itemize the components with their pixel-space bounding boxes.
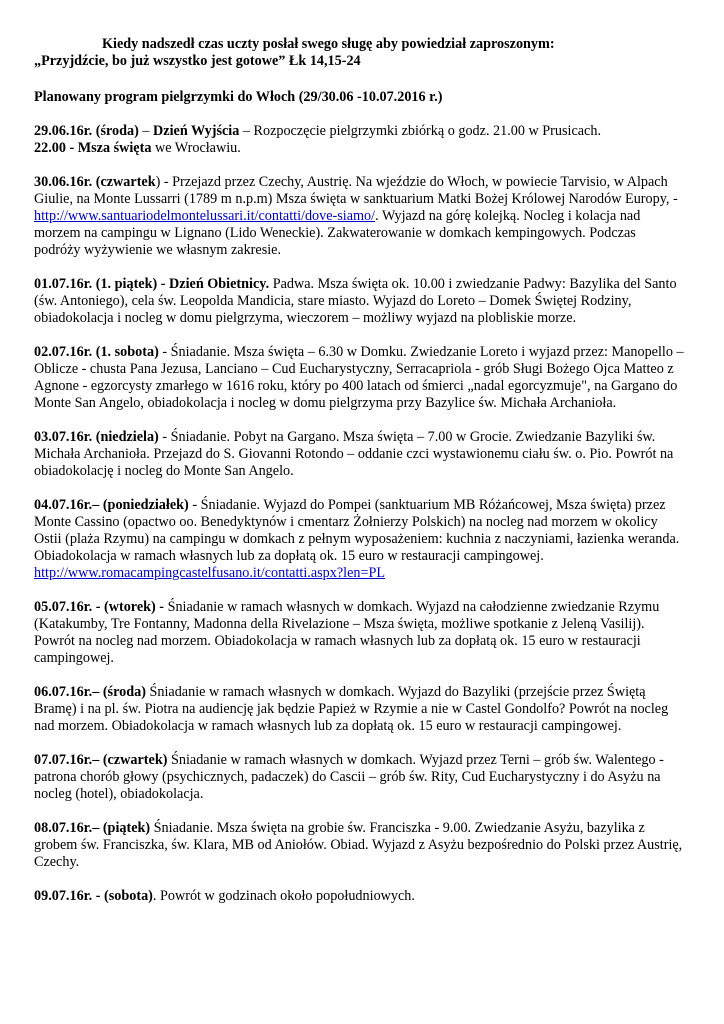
- day-date: 07.07.16r.– (czwartek): [34, 752, 168, 768]
- day-entry: [34, 820, 684, 871]
- day-entry: [34, 599, 684, 667]
- day-date: 09.07.16r. - (sobota): [34, 888, 153, 904]
- day-name: Dzień Wyjścia: [153, 123, 240, 139]
- mass-time: 22.00 - Msza święta: [34, 140, 152, 156]
- day-text: - Śniadanie. Pobyt na Gargano. Msza święta – 7.00 w Grocie. Zwiedzanie Bazyliki św. Michała Archanioła. Przejazd do S. Giovanni Rotondo – oddanie czci wystawionemu ciału św. o. Pio. Powrót na obiadokolację i nocleg do Monte San Angelo.: [34, 429, 674, 479]
- day-date: 02.07.16r. (1. sobota): [34, 344, 159, 360]
- day-date: 30.06.16r. (czwartek: [34, 174, 156, 190]
- header-line-2: „Przyjdźcie, bo już wszystko jest gotowe” Łk 14,15-24: [34, 53, 361, 69]
- plan-title: Planowany program pielgrzymki do Włoch (29/30.06 -10.07.2016 r.): [34, 89, 443, 105]
- day-date: 04.07.16r.– (poniedziałek): [34, 497, 189, 513]
- day-text-after: . Wyjazd na górę kolejką. Nocleg i kolacja nad morzem na campingu w Lignano (Lido Weneckie). Zakwaterowanie w domkach kempingowych. Podczas podróży wyżywienie we własnym zakresie.: [34, 208, 641, 258]
- day-text: Padwa. Msza święta ok. 10.00 i zwiedzanie Padwy: Bazylika del Santo (św. Antoniego), cela św. Leopolda Mandicia, stare miasto. Wyjazd do Loreto – Domek Świętej Rodziny, obiadokolacja i nocleg w domu pielgrzyma, wieczorem – możliwy wyjazd na plobliskie morze.: [34, 276, 677, 326]
- header-line-1: Kiedy nadszedł czas uczty posłał swego sługę aby powiedział zaproszonym:: [102, 36, 555, 52]
- day-entry: [34, 123, 684, 157]
- day-separator: –: [138, 123, 154, 139]
- day-text: Śniadanie w ramach własnych w domkach. Wyjazd na całodzienne zwiedzanie Rzymu (Katakumby, Tre Fontanny, Madonna della Rivelazione – Msza święta, możliwe spotkanie z Jeleną Vasilij). Powrót na nocleg nad morzem. Obiadokolacja w ramach własnych lub za dopłatą ok. 15 euro w restauracji campingowej.: [34, 599, 660, 666]
- day-text: . Powrót w godzinach około popołudniowych.: [152, 888, 415, 904]
- day-text: Śniadanie w ramach własnych w domkach. Wyjazd przez Terni – grób św. Walentego - patrona chorób głowy (psychicznych, padaczek) do Cascii – grób św. Rity, Cud Eucharystyczny i do Asyżu na nocleg (hotel), obiadokolacja.: [34, 752, 664, 802]
- day-date: 05.07.16r. - (wtorek) -: [34, 599, 165, 615]
- header-quote: [34, 36, 684, 70]
- day-text: Śniadanie. Msza święta na grobie św. Franciszka - 9.00. Zwiedzanie Asyżu, bazylika z grobem św. Franciszka, św. Klara, MB od Aniołów. Obiad. Wyjazd z Asyżu bezpośrednio do Polski przez Austrię, Czechy.: [34, 820, 683, 870]
- day-date: 08.07.16r.– (piątek): [34, 820, 151, 836]
- day-entry: [34, 344, 684, 412]
- day-date: 29.06.16r. (środa): [34, 123, 139, 139]
- day-date: 01.07.16r. (1. piątek) - Dzień Obietnicy.: [34, 276, 270, 292]
- day-entry: [34, 752, 684, 803]
- day-entry: [34, 429, 684, 480]
- day-date: 06.07.16r.– (środa): [34, 684, 146, 700]
- camping-link[interactable]: http://www.romacampingcastelfusano.it/contatti.aspx?len=PL: [34, 565, 386, 581]
- sanctuary-link[interactable]: http://www.santuariodelmontelussari.it/contatti/dove-siamo/: [34, 208, 376, 224]
- day-text: – Rozpoczęcie pielgrzymki zbiórką o godz. 21.00 w Prusicach.: [239, 123, 601, 139]
- day-date: 03.07.16r. (niedziela): [34, 429, 159, 445]
- day-text: - Śniadanie. Wyjazd do Pompei (sanktuarium MB Różańcowej, Msza święta) przez Monte Cassino (opactwo oo. Benedyktynów i cmentarz Żołnierzy Polskich) na nocleg nad morzem w okolicy Ostii (plaża Rzymu) na campingu w domkach z pełnym wyposażeniem: kuchnia z naczyniami, łazienka weranda. Obiadokolacja w ramach własnych lub za dopłatą ok. 15 euro w restauracji campingowej.: [34, 497, 680, 564]
- day-entry: [34, 684, 684, 735]
- day-entry: [34, 888, 684, 905]
- day-entry: [34, 497, 684, 582]
- day-entry: [34, 174, 684, 259]
- mass-place: we Wrocławiu.: [151, 140, 241, 156]
- day-text: - Śniadanie. Msza święta – 6.30 w Domku. Zwiedzanie Loreto i wyjazd przez: Manopello – Oblicze - chusta Pana Jezusa, Lanciano – Cud Eucharystyczny, Serracapriola - grób Sługi Bożego Ojca Matteo z Agnone - egzorcysty zmarłego w 1616 roku, który po 400 latach od śmierci „nadal egorcyzmuje", na Gargano do Monte San Angelo, obiadokolacja i nocleg w domu pielgrzyma przy Bazylice św. Michała Archanioła.: [34, 344, 684, 411]
- day-text: ) - Przejazd przez Czechy, Austrię. Na wjeździe do Włoch, w powiecie Tarvisio, w Alpach Giulie, na Monte Lussarri (1789 m n.p.m) Msza święta w sanktuarium Matki Bożej Królowej Narodów Europy, -: [34, 174, 678, 207]
- day-entry: [34, 276, 684, 327]
- day-text: Śniadanie w ramach własnych w domkach. Wyjazd do Bazyliki (przejście przez Świętą Bramę) i na pl. św. Piotra na audiencję jak będzie Papież w Rzymie a nie w Castel Gondolfo? Powrót na nocleg nad morzem. Obiadokolacja w ramach własnych lub za dopłatą ok. 15 euro w restauracji campingowej.: [34, 684, 669, 734]
